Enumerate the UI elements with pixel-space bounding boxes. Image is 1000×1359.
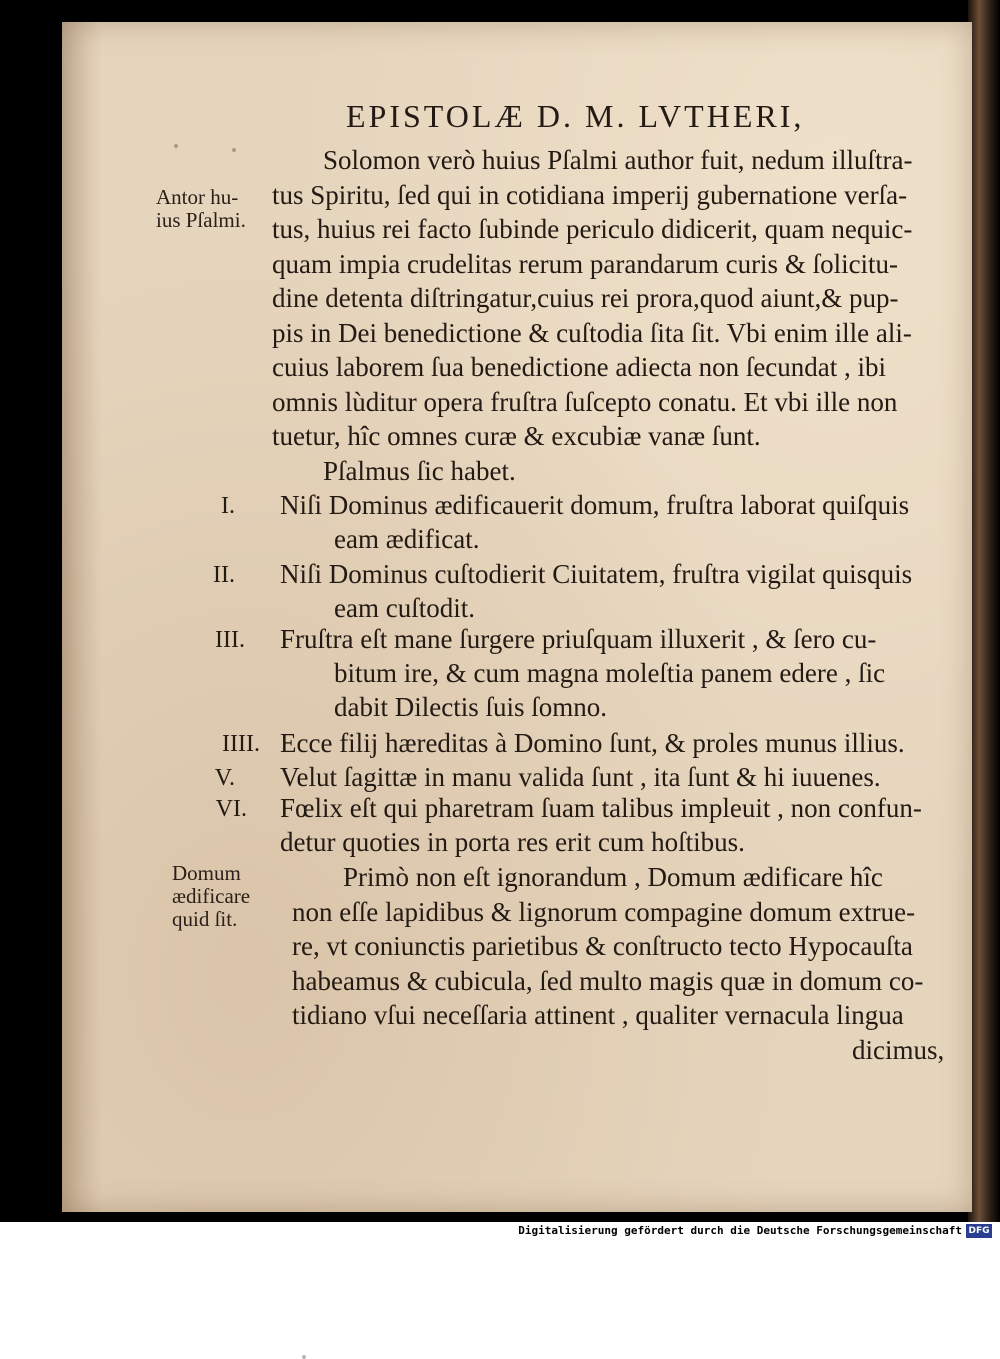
margin-note-line: quid ſit. xyxy=(172,907,238,931)
text-line: habeamus & cubicula, ſed multo magis quæ in domum co- xyxy=(292,966,924,996)
text-line: tus Spiritu, ſed qui in cotidiana imperij gubernatione verſa- xyxy=(272,180,908,210)
text-line: cuius laborem ſua benedictione adiecta non ſecundat , ibi xyxy=(272,352,887,382)
verse-numeral: VI. xyxy=(215,796,247,822)
text-line: tidiano vſui neceſſaria attinent , qualiter vernacula lingua xyxy=(292,1000,904,1030)
text-line: omnis lùditur opera fruſtra ſuſcepto conatu. Et vbi ille non xyxy=(272,387,898,417)
text-line: pis in Dei benedictione & cuſtodia ſita ſit. Vbi enim ille ali- xyxy=(272,318,912,348)
book-edge xyxy=(968,0,1000,1222)
verse-line: Fœlix eſt qui pharetram ſuam talibus impleuit , non confun- xyxy=(280,793,922,823)
verse-line: Niſi Dominus ædificauerit domum, fruſtra laborat quiſquis xyxy=(280,490,910,520)
verse-numeral: III. xyxy=(215,627,245,653)
running-head: EPISTOLÆ D. M. LVTHERI, xyxy=(346,98,805,134)
verse-line: dabit Dilectis ſuis ſomno. xyxy=(334,692,607,722)
catchword: dicimus, xyxy=(852,1035,945,1065)
ink-speck xyxy=(302,1355,306,1359)
ink-speck xyxy=(232,148,236,152)
margin-note-domum xyxy=(172,862,250,931)
ink-speck xyxy=(174,144,178,148)
footer-credit: Digitalisierung gefördert durch die Deutsche Forschungsgemeinschaft xyxy=(518,1224,962,1237)
verse-numeral: II. xyxy=(213,562,235,588)
psalm-intro: Pſalmus ſic habet. xyxy=(323,456,516,486)
verse-line: Velut ſagittæ in manu valida ſunt , ita ſunt & hi iuuenes. xyxy=(280,762,881,792)
verse-numeral: IIII. xyxy=(222,731,260,757)
margin-note-line: ius Pſalmi. xyxy=(156,208,246,232)
text-line: tus, huius rei facto ſubinde periculo didicerit, quam nequic- xyxy=(272,214,913,244)
text-line: tuetur, hîc omnes curæ & excubiæ vanæ ſunt. xyxy=(272,421,761,451)
verse-line: detur quoties in porta res erit cum hoſtibus. xyxy=(280,827,745,857)
verse-line: Niſi Dominus cuſtodierit Ciuitatem, fruſtra vigilat quisquis xyxy=(280,559,913,589)
text-line: re, vt coniunctis parietibus & conſtructo tecto Hypocauſta xyxy=(292,931,913,961)
margin-note-line: ædificare xyxy=(172,884,251,908)
verse-line: Fruſtra eſt mane ſurgere priuſquam illuxerit , & ſero cu- xyxy=(280,624,877,654)
dfg-logo: DFG xyxy=(966,1224,992,1238)
verse-line: Ecce filij hæreditas à Domino ſunt, & proles munus illius. xyxy=(280,728,905,758)
verse-line: bitum ire, & cum magna moleſtia panem edere , ſic xyxy=(334,658,886,688)
text-line: quam impia crudelitas rerum parandarum curis & ſolicitu- xyxy=(272,249,899,279)
margin-note-line: Antor hu- xyxy=(156,185,239,209)
text-line: Primò non eſt ignorandum , Domum ædificare hîc xyxy=(343,862,883,892)
footer-bar xyxy=(0,1222,1000,1241)
margin-note-author xyxy=(156,186,246,232)
text-line: Solomon verò huius Pſalmi author fuit, nedum illuſtra- xyxy=(323,145,913,175)
verse-numeral: I. xyxy=(221,493,235,519)
margin-note-line: Domum xyxy=(172,861,241,885)
text-line: dine detenta diſtringatur,cuius rei prora,quod aiunt,& pup- xyxy=(272,283,899,313)
text-line: non eſſe lapidibus & lignorum compagine domum extrue- xyxy=(292,897,916,927)
verse-line: eam cuſtodit. xyxy=(334,593,475,623)
verse-numeral: V. xyxy=(214,765,235,791)
verse-line: eam ædificat. xyxy=(334,524,480,554)
